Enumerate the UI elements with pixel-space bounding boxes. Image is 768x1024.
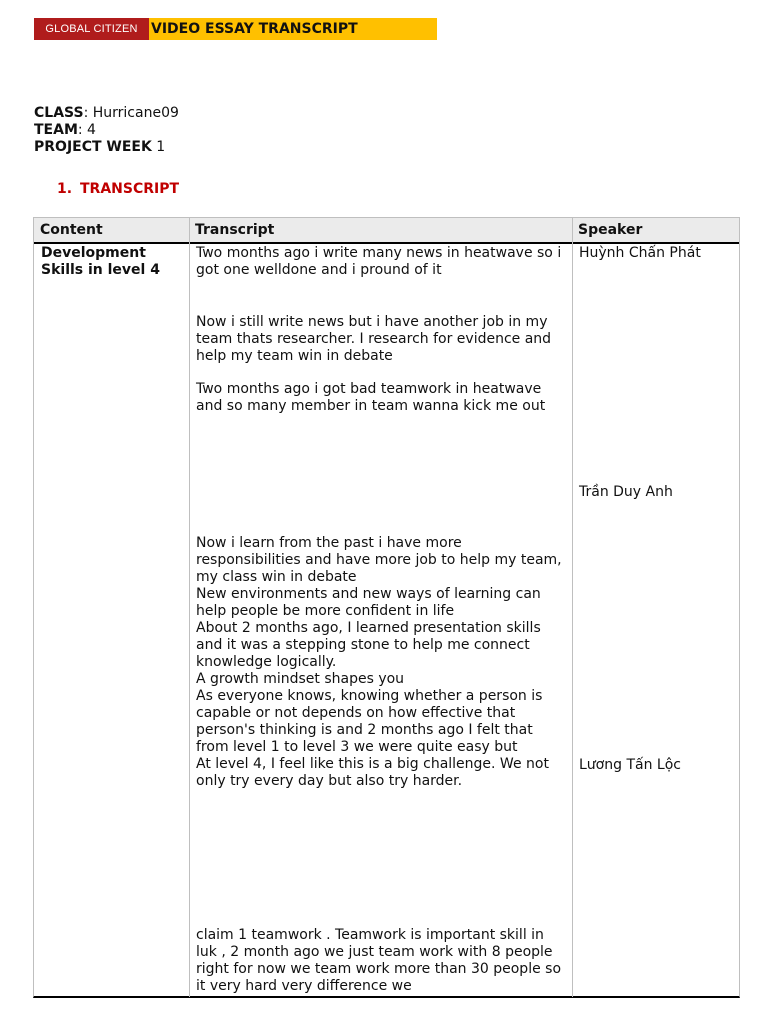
- transcript-block: Two months ago i got bad teamwork in heatwave and so many member in team wanna kick me out: [196, 381, 546, 414]
- project-week-label: PROJECT WEEK: [34, 139, 152, 155]
- section-number: 1.: [57, 181, 73, 197]
- transcript-block: claim 1 teamwork . Teamwork is important skill in luk , 2 month ago we just team work with 8 people right for now we team work more than 30 people so it very hard very difference we: [196, 927, 562, 994]
- transcript-block: Two months ago i write many news in heatwave so i got one welldone and i pround of it: [196, 245, 562, 278]
- team-line: [34, 122, 96, 139]
- header-content: Content: [40, 222, 103, 238]
- transcript-block: Now i still write news but i have another job in my team thats researcher. I research for evidence and help my team win in debate: [196, 314, 552, 364]
- project-week-line: [34, 139, 165, 156]
- project-week-value: 1: [151, 139, 166, 155]
- global-citizen-logo: GLOBAL CITIZEN: [34, 18, 149, 40]
- class-label: CLASS: [34, 105, 84, 121]
- class-line: [34, 105, 179, 122]
- section-title: TRANSCRIPT: [80, 181, 180, 197]
- speaker-name: Huỳnh Chấn Phát: [579, 245, 701, 261]
- column-divider: [189, 217, 190, 997]
- speaker-name: Lương Tấn Lộc: [579, 757, 681, 773]
- header-speaker: Speaker: [578, 222, 643, 238]
- class-value: : Hurricane09: [83, 105, 179, 121]
- table-header-row: [34, 217, 739, 244]
- document-title: VIDEO ESSAY TRANSCRIPT: [149, 18, 437, 40]
- team-label: TEAM: [34, 122, 78, 138]
- transcript-block: Now i learn from the past i have more responsibilities and have more job to help my team, my class win in debate New environments and new ways of learning can help people be more confident in life About 2 months ago, I learned presentation skills and it was a stepping stone to help me connect knowledge logically. A growth mindset shapes you As everyone knows, knowing whether a person is capable or not depends on how effective that person's thinking is and 2 months ago I felt that from level 1 to level 3 we were quite easy but At level 4, I feel like this is a big challenge. We not only try every day but also try harder.: [196, 535, 562, 789]
- speaker-name: Trần Duy Anh: [579, 484, 673, 500]
- header-transcript: Transcript: [195, 222, 275, 238]
- content-cell: Development Skills in level 4: [41, 245, 160, 278]
- column-divider: [572, 217, 573, 997]
- team-value: : 4: [77, 122, 96, 138]
- section-heading: [57, 181, 179, 197]
